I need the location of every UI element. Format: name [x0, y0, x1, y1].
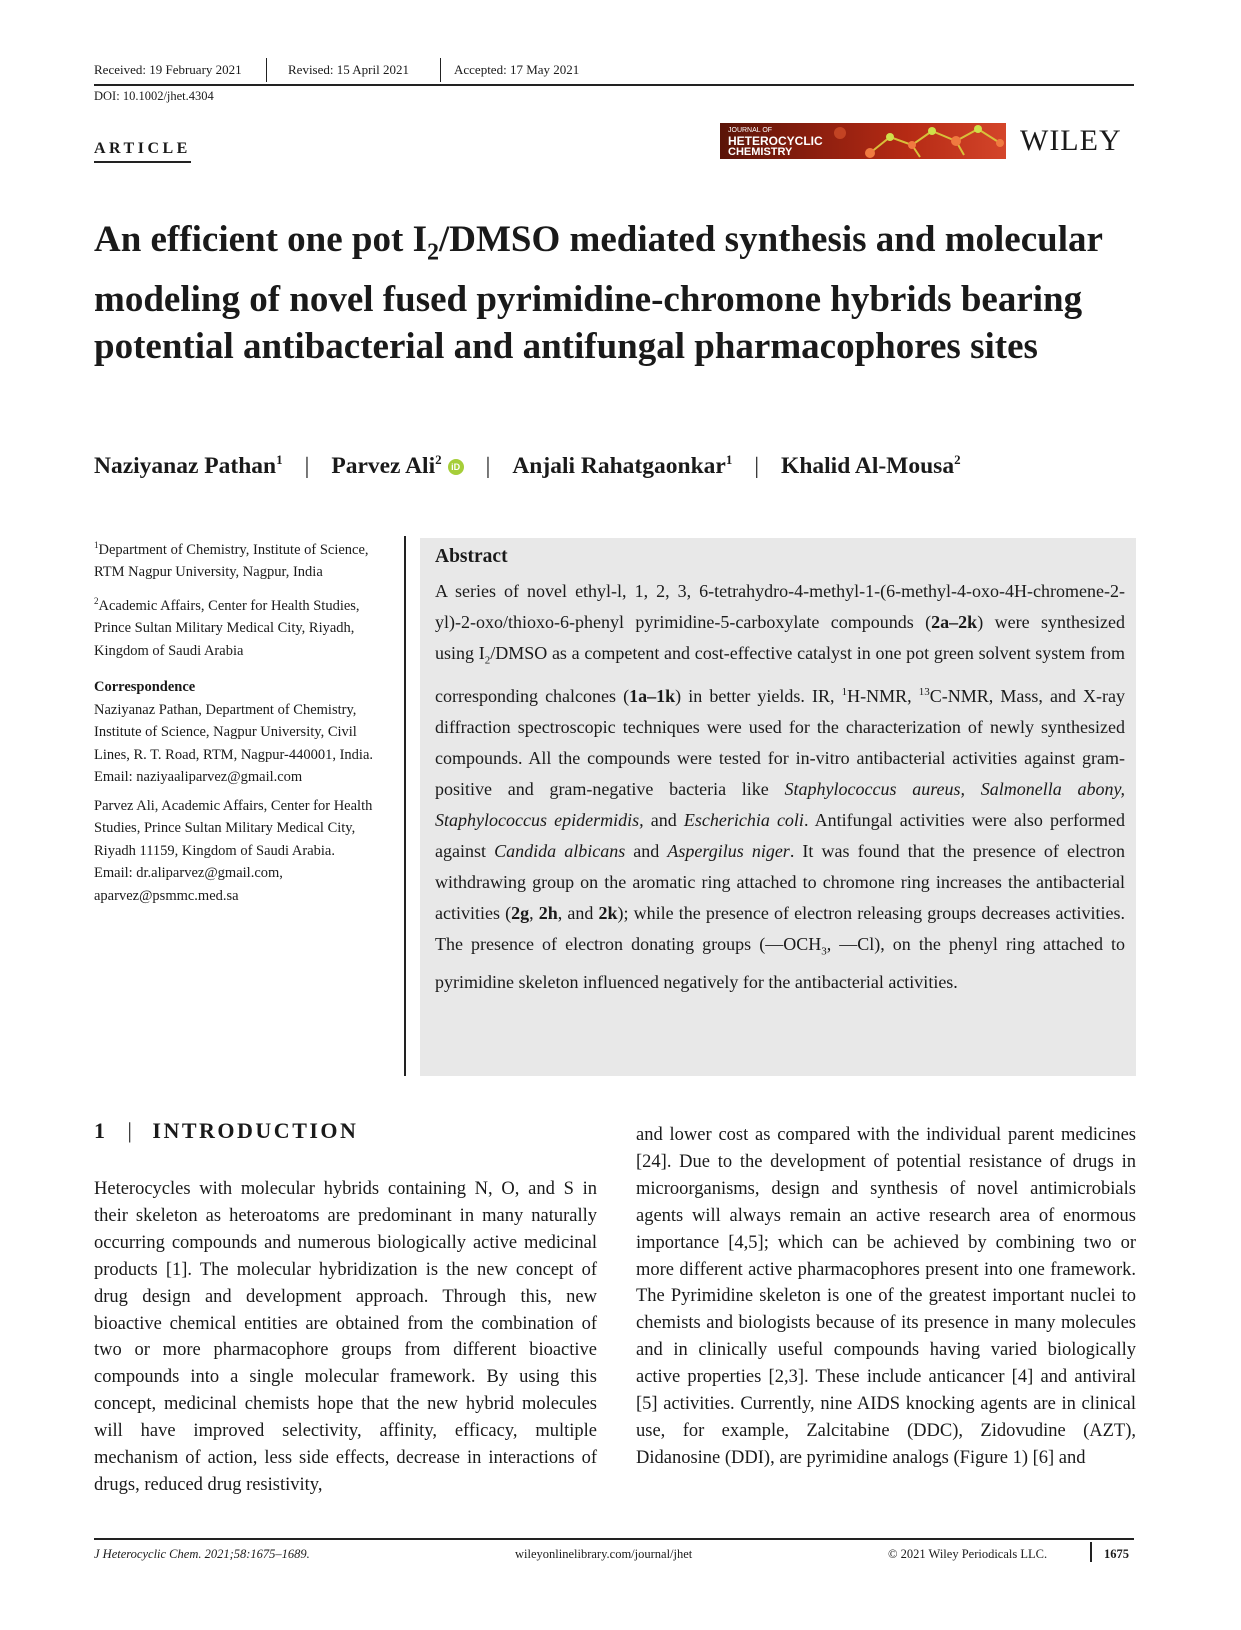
accepted-date: Accepted: 17 May 2021	[454, 62, 580, 77]
footer-copyright: © 2021 Wiley Periodicals LLC.	[888, 1547, 1048, 1561]
affiliation: $^2$Academic Affairs, Center for Health Studies, Prince Sultan Military Medical City, Riyadh, Kingdom of Saudi Arabia	[94, 595, 360, 659]
divider	[1090, 1542, 1092, 1562]
affiliations-panel	[94, 534, 394, 913]
divider	[266, 58, 267, 82]
received-date: Received: 19 February 2021	[94, 62, 242, 77]
divider	[440, 58, 441, 82]
correspondence-heading: Correspondence	[94, 679, 196, 696]
publisher-logo[interactable]: WILEY	[1020, 124, 1122, 157]
journal-name: JOURNAL OF HETEROCYCLIC CHEMISTRY	[728, 127, 823, 158]
abstract-text: A series of novel ethyl-l, 1, 2, 3, 6-tetrahydro-4-methyl-1-(6-methyl-4-oxo-4H-chromene-2-yl)-2-oxo/thioxo-6-phenyl pyrimidine-5-carboxylate compounds (2a–2k) were synthesized using $I_2$/DMSO as a competent and cost-effective catalyst in one pot green solvent system from corresponding chalcones (1a–1k) in better yields. IR, $^1$H-NMR, $^{13}$C-NMR, Mass, and X-ray diffraction spectroscopic techniques were used for the characterization of newly synthesized compounds. All the compounds were tested for in-vitro antibacterial activities against gram-positive and gram-negative bacteria like Staphylococcus aureus, Salmonella abony, Staphylococcus epidermidis, and Escherichia coli. Antifungal activities were also performed against Candida albicans and Aspergilus niger. It was found that the presence of electron withdrawing group on the aromatic ring attached to chromone ring increases the antibacterial activities (2g, 2h, and 2k); while the presence of electron releasing groups decreases activities. The presence of electron donating groups ($—OCH_3$, —Cl), on the phenyl ring attached to pyrimidine skeleton influenced negatively for the antibacterial activities.	[435, 581, 1126, 993]
journal-logo[interactable]	[720, 123, 1006, 159]
body-text-column-1: Heterocycles with molecular hybrids containing N, O, and S in their skeleton as heteroatoms are predominant in many naturally occurring compounds and numerous biologically active medicinal products [1]. The molecular hybridization is the new concept of drug design and development approach. Through this, new bioactive chemical entities are obtained from the combination of two or more pharmacophore groups from different bioactive compounds into a single molecular framework. By using this concept, medicinal chemists hope that the new hybrid molecules will have improved selectivity, affinity, efficacy, multiple mechanism of action, less side effects, decrease in interactions of drugs, reduced drug resistivity,	[94, 1179, 597, 1495]
footer-citation: J Heterocyclic Chem. 2021;58:1675–1689.	[94, 1547, 310, 1561]
column-divider	[404, 536, 406, 1076]
body-text-column-2: and lower cost as compared with the individual parent medicines [24]. Due to the development of potential resistance of drugs in microorganisms, design and synthesis of novel antimicrobials agents will always remain an active research area of enormous importance [4,5]; which can be achieved by combining two or more different active pharmacophores present into one framework. The Pyrimidine skeleton is one of the greatest important nuclei to chemists and biologists because of its presence in many molecules and in clinically useful compounds having varied biologically active properties [2,3]. These include anticancer [4] and antiviral [5] activities. Currently, nine AIDS knocking agents are in clinical use, for example, Zalcitabine (DDC), Zidovudine (AZT), Didanosine (DDI), are pyrimidine analogs (Figure 1) [6] and	[636, 1125, 1136, 1468]
email-link[interactable]: Email: dr.aliparvez@gmail.com,	[94, 865, 283, 882]
footer-rule	[94, 1538, 1134, 1540]
orcid-icon[interactable]: iD	[448, 459, 464, 475]
article-title: An efficient one pot $I_2$/DMSO mediated synthesis and molecular modeling of novel fused pyrimidine-chromone hybrids bearing potential antibacterial and antifungal pharmacophores sites	[94, 219, 1103, 368]
section-heading: 1 | INTRODUCTION	[94, 1118, 359, 1143]
footer-url[interactable]: wileyonlinelibrary.com/journal/jhet	[515, 1547, 693, 1561]
email-link[interactable]: Email: naziyaaliparvez@gmail.com	[94, 769, 303, 786]
abstract-heading: Abstract	[435, 546, 508, 567]
email-link[interactable]: aparvez@psmmc.med.sa	[94, 887, 239, 904]
author-list: Naziyanaz Pathan$^1$ | Parvez Ali$^2$ iD | Anjali Rahatgaonkar$^1$ | Khalid Al-Mousa$^2$	[94, 452, 961, 479]
correspondence-entry: Parvez Ali, Academic Affairs, Center for Health Studies, Prince Sultan Military Medical City, Riyadh 11159, Kingdom of Saudi Arabia.	[94, 797, 373, 859]
page-number: 1675	[1104, 1547, 1129, 1561]
author[interactable]: Parvez Ali$^2$	[331, 452, 442, 479]
affiliation: $^1$Department of Chemistry, Institute of Science, RTM Nagpur University, Nagpur, India	[94, 540, 369, 581]
history-dates	[94, 62, 1134, 86]
author[interactable]: Naziyanaz Pathan$^1$	[94, 452, 283, 479]
doi[interactable]: DOI: 10.1002/jhet.4304	[94, 89, 214, 103]
article-type-label: ARTICLE	[94, 140, 191, 163]
revised-date: Revised: 15 April 2021	[288, 62, 409, 77]
author[interactable]: Khalid Al-Mousa$^2$	[781, 452, 961, 479]
correspondence-entry: Naziyanaz Pathan, Department of Chemistry, Institute of Science, Nagpur University, Civil Lines, R. T. Road, RTM, Nagpur-440001, India.	[94, 701, 374, 763]
author[interactable]: Anjali Rahatgaonkar$^1$	[512, 452, 733, 479]
